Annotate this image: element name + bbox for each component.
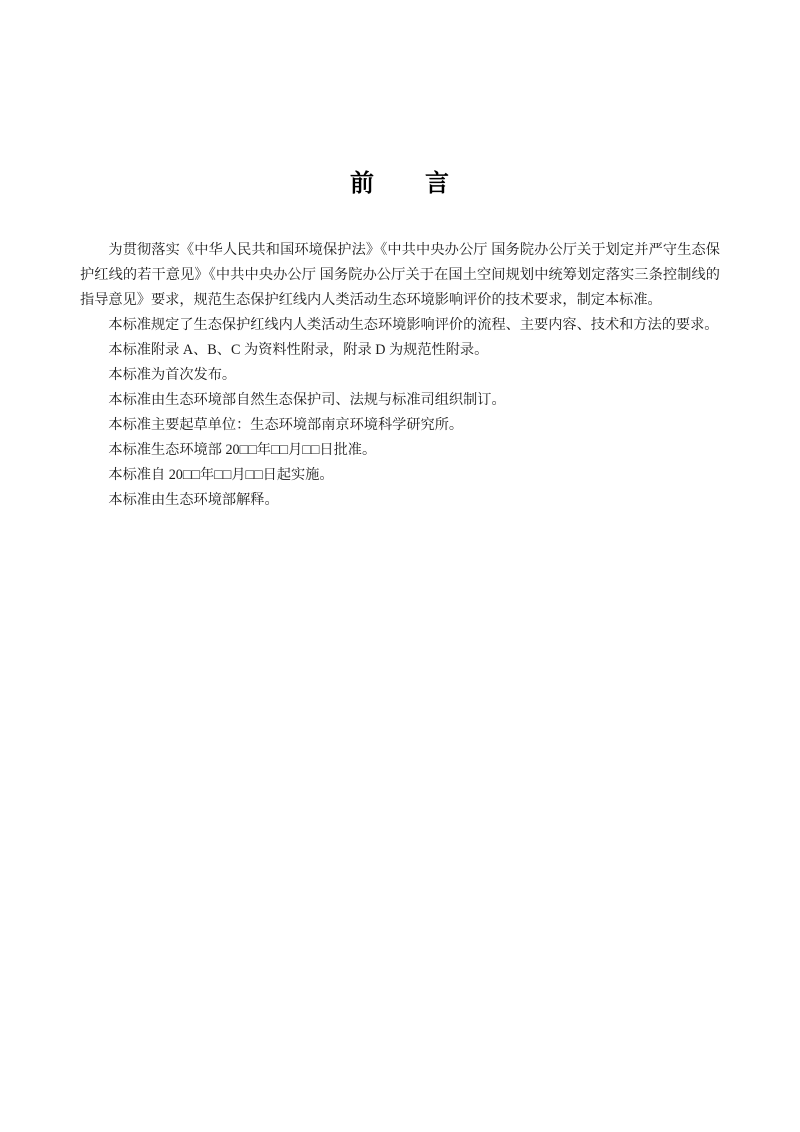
- paragraph-organizers: 本标准由生态环境部自然生态保护司、法规与标准司组织制订。: [108, 392, 506, 408]
- paragraph-drafting-unit: 本标准主要起草单位：生态环境部南京环境科学研究所。: [108, 417, 464, 433]
- paragraph-purpose: 为贯彻落实《中华人民共和国环境保护法》《中共中央办公厅 国务院办公厅关于划定并严守生态保护红线的若干意见》《中共中央办公厅 国务院办公厅关于在国土空间规划中统筹划定落实三条控制线的指导意见》要求，规范生态保护红线内人类活动生态环境影响评价的技术要求，制定本标准。: [80, 242, 720, 308]
- document-body: [80, 238, 720, 513]
- paragraph-first-release: 本标准为首次发布。: [108, 367, 237, 383]
- paragraph-approval-date: 本标准生态环境部 20□□年□□月□□日批准。: [108, 442, 377, 458]
- paragraph-appendices: 本标准附录 A、B、C 为资料性附录，附录 D 为规范性附录。: [108, 342, 489, 358]
- page-title: 前 言: [350, 170, 450, 197]
- paragraph-implementation-date: 本标准自 20□□年□□月□□日起实施。: [108, 467, 334, 483]
- paragraph-scope: 本标准规定了生态保护红线内人类活动生态环境影响评价的流程、主要内容、技术和方法的要求。: [108, 317, 719, 333]
- paragraph-interpretation: 本标准由生态环境部解释。: [108, 492, 279, 508]
